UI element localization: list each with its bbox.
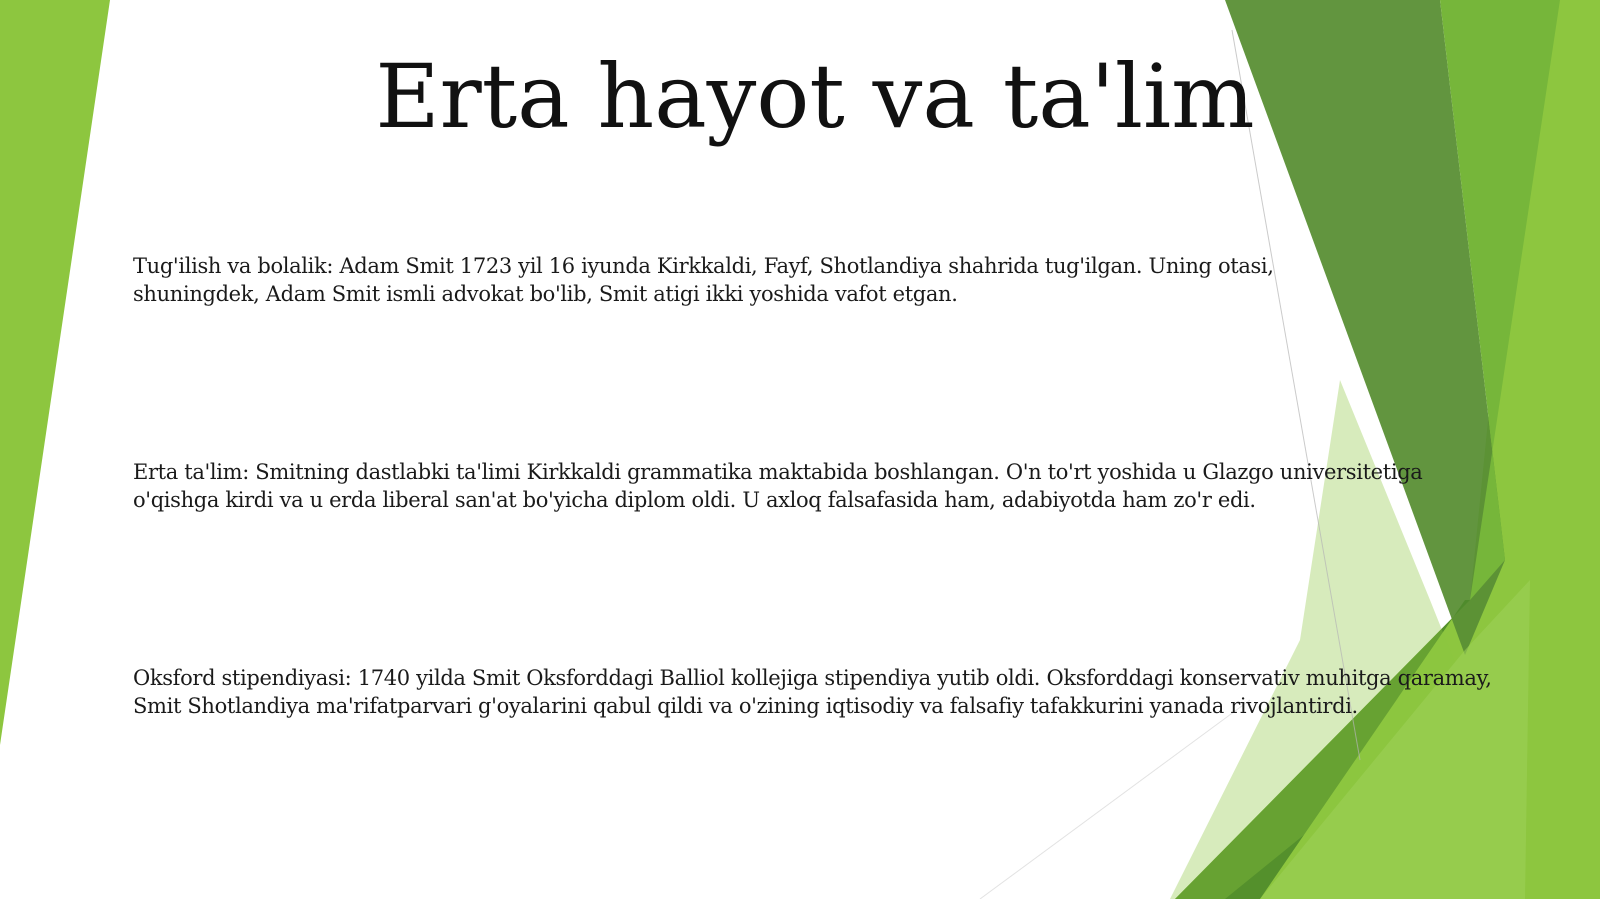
paragraph-oxford-scholarship: Oksford stipendiyasi: 1740 yilda Smit Oksforddagi Balliol kollejiga stipendiya yutib oldi. Oksforddagi konservativ muhitga qaramay, Smit Shotlandiya ma'rifatparvari g'oyalarini qabul qildi va o'zining iqtisodiy va falsafiy tafakkurini yanada rivojlantirdi. [133,666,1492,718]
paragraph-birth-childhood: Tug'ilish va bolalik: Adam Smit 1723 yil 16 iyunda Kirkkaldi, Fayf, Shotlandiya shahrida tug'ilgan. Uning otasi, shuningdek, Adam Smit ismli advokat bo'lib, Smit atigi ikki yoshida vafot etgan. [133,254,1274,306]
slide-title: Erta hayot va ta'lim [375,45,1255,148]
paragraph-early-education: Erta ta'lim: Smitning dastlabki ta'limi Kirkkaldi grammatika maktabida boshlangan. O'n to'rt yoshida u Glazgo universitetiga o'qishga kirdi va u erda liberal san'at bo'yicha diplom oldi. U axloq falsafasida ham, adabiyotda ham zo'r edi. [133,460,1423,512]
